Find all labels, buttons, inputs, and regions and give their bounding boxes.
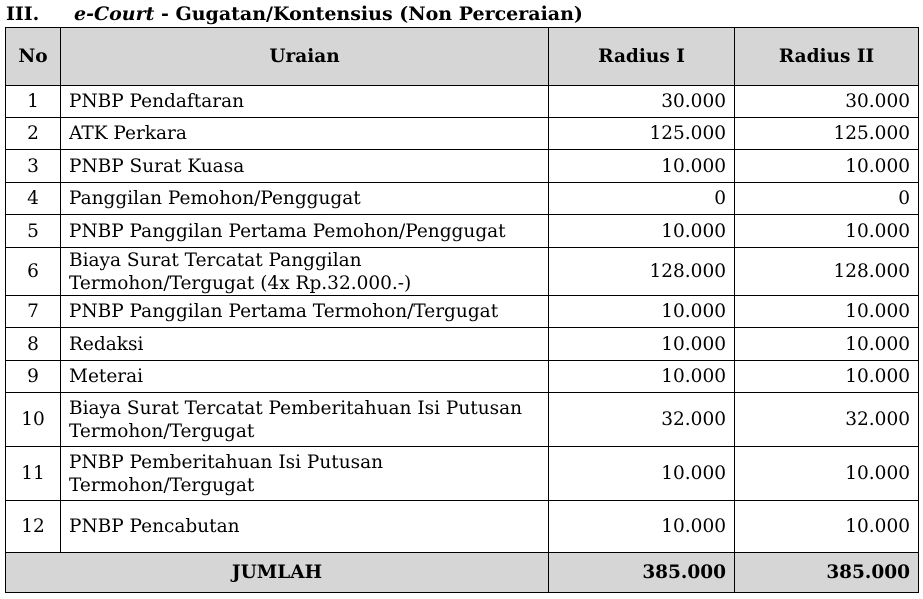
table-row [6, 248, 919, 296]
row-radius-2: 128.000 [735, 248, 919, 296]
table-row [6, 215, 919, 248]
row-number: 12 [6, 501, 61, 553]
total-row [6, 553, 919, 593]
header-radius-2: Radius II [735, 28, 919, 86]
table-header-row [6, 28, 919, 86]
row-radius-2: 10.000 [735, 501, 919, 553]
row-radius-1: 0 [549, 183, 735, 215]
row-radius-2: 0 [735, 183, 919, 215]
row-radius-2: 32.000 [735, 393, 919, 447]
fee-table [5, 27, 919, 593]
table-row [6, 118, 919, 150]
row-radius-1: 32.000 [549, 393, 735, 447]
row-radius-1: 10.000 [549, 361, 735, 393]
row-number: 4 [6, 183, 61, 215]
row-description: PNBP Panggilan Pertama Termohon/Tergugat [61, 296, 549, 328]
row-description: PNBP Pendaftaran [61, 86, 549, 118]
row-description: PNBP Pencabutan [61, 501, 549, 553]
row-description: PNBP Panggilan Pertama Pemohon/Penggugat [61, 215, 549, 248]
row-radius-1: 10.000 [549, 501, 735, 553]
section-title: - Gugatan/Kontensius (Non Perceraian) [154, 3, 583, 25]
table-row [6, 328, 919, 361]
row-radius-1: 10.000 [549, 215, 735, 248]
row-radius-2: 10.000 [735, 150, 919, 183]
total-radius-2: 385.000 [735, 553, 919, 593]
table-row [6, 447, 919, 501]
row-description: PNBP Pemberitahuan Isi Putusan Termohon/Tergugat [61, 447, 549, 501]
row-number: 10 [6, 393, 61, 447]
row-number: 11 [6, 447, 61, 501]
row-number: 3 [6, 150, 61, 183]
row-radius-2: 10.000 [735, 447, 919, 501]
row-number: 7 [6, 296, 61, 328]
table-row [6, 393, 919, 447]
row-radius-2: 10.000 [735, 361, 919, 393]
row-description: Biaya Surat Tercatat Pemberitahuan Isi Putusan Termohon/Tergugat [61, 393, 549, 447]
row-radius-2: 30.000 [735, 86, 919, 118]
row-radius-2: 125.000 [735, 118, 919, 150]
row-number: 8 [6, 328, 61, 361]
row-radius-1: 10.000 [549, 447, 735, 501]
section-heading [6, 2, 583, 26]
total-radius-1: 385.000 [549, 553, 735, 593]
total-label: JUMLAH [6, 553, 549, 593]
header-uraian: Uraian [61, 28, 549, 86]
row-radius-1: 128.000 [549, 248, 735, 296]
header-no: No [6, 28, 61, 86]
row-radius-2: 10.000 [735, 296, 919, 328]
table-row [6, 296, 919, 328]
header-radius-1: Radius I [549, 28, 735, 86]
row-description: Redaksi [61, 328, 549, 361]
row-radius-1: 10.000 [549, 296, 735, 328]
row-description: Panggilan Pemohon/Penggugat [61, 183, 549, 215]
row-description: PNBP Surat Kuasa [61, 150, 549, 183]
row-number: 9 [6, 361, 61, 393]
row-radius-2: 10.000 [735, 215, 919, 248]
row-description: Biaya Surat Tercatat Panggilan Termohon/Tergugat (4x Rp.32.000.-) [61, 248, 549, 296]
row-number: 1 [6, 86, 61, 118]
row-radius-1: 30.000 [549, 86, 735, 118]
row-description: Meterai [61, 361, 549, 393]
table-row [6, 150, 919, 183]
row-number: 2 [6, 118, 61, 150]
section-title-italic: e-Court [74, 3, 155, 25]
table-row [6, 501, 919, 553]
table-row [6, 361, 919, 393]
row-number: 5 [6, 215, 61, 248]
row-radius-1: 10.000 [549, 328, 735, 361]
row-radius-1: 125.000 [549, 118, 735, 150]
row-radius-2: 10.000 [735, 328, 919, 361]
table-row [6, 86, 919, 118]
row-description: ATK Perkara [61, 118, 549, 150]
table-row [6, 183, 919, 215]
row-number: 6 [6, 248, 61, 296]
row-radius-1: 10.000 [549, 150, 735, 183]
section-number: III. [6, 3, 40, 25]
